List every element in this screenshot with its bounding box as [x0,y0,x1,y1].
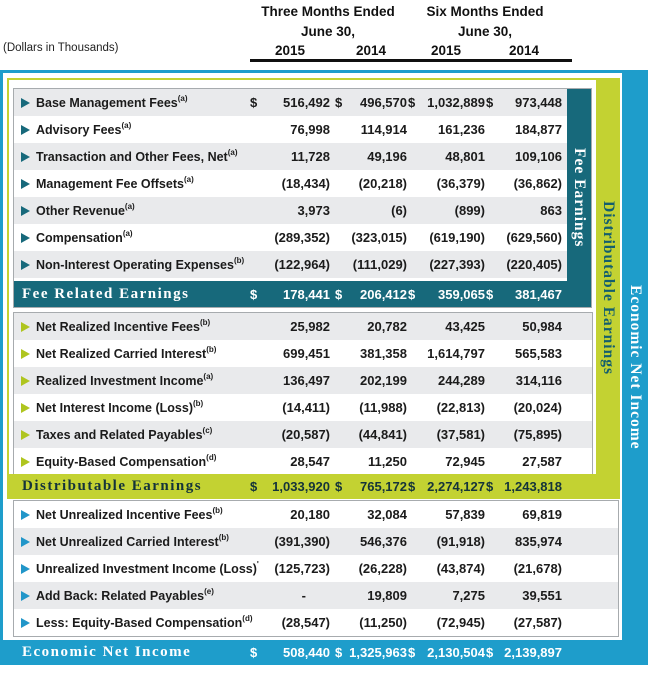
value-cell: (18,434) [281,176,330,191]
triangle-bullet-icon [21,403,30,413]
value-cell: 565,583 [515,346,562,361]
value-cell: 28,547 [290,454,330,469]
value-cell: 20,782 [367,319,407,334]
economic-net-income-box [13,500,619,637]
value-cell: 43,425 [445,319,485,334]
value-cell: 20,180 [290,507,330,522]
row-label: Net Realized Incentive Fees$^{(b)}$ [36,317,211,335]
row-label: Other Revenue$^{(a)}$ [36,201,135,219]
value-cell: (899) [454,203,485,218]
row-label: Taxes and Related Payables$^{(c)}$ [36,425,213,443]
value-cell: (20,024) [513,400,562,415]
value-cell: - [301,588,306,603]
col-group-six-months: Six Months Ended [426,4,544,19]
total-row-label: Economic Net Income [22,644,192,660]
triangle-bullet-icon [21,206,30,216]
triangle-bullet-icon [21,233,30,243]
table-row [14,251,568,278]
value-cell: (36,379) [436,176,485,191]
value-cell: 69,819 [522,507,562,522]
value-cell: (36,862) [513,176,562,191]
value-cell: 27,587 [522,454,562,469]
year-col-4: 2014 [508,43,540,58]
value-cell: (227,393) [429,257,485,272]
row-label: Base Management Fees$^{(a)}$ [36,93,188,111]
economic-net-income-total-row [0,640,648,665]
total-row-label: Fee Related Earnings [22,285,190,302]
date-subheader-1: June 30, [300,24,356,39]
value-cell: 109,106 [515,149,562,164]
value-cell: $ 496,570 [335,95,407,110]
row-label: Unrealized Investment Income (Loss)' [36,559,259,577]
value-cell: 161,236 [438,122,485,137]
value-cell: (26,228) [358,561,407,576]
table-row [14,170,568,197]
value-cell: $ 178,441 [250,286,330,302]
value-cell: 546,376 [360,534,407,549]
row-label: Realized Investment Income$^{(a)}$ [36,371,214,389]
value-cell: 25,982 [290,319,330,334]
value-cell: $ 1,243,818 [486,479,562,494]
value-cell: 835,974 [515,534,562,549]
value-cell: $ 1,325,963 [335,645,407,660]
value-cell: (122,964) [274,257,330,272]
row-label: Non-Interest Operating Expenses$^{(b)}$ [36,255,245,273]
eni-side-bar-label: Economic Net Income [627,285,644,450]
value-cell: (28,547) [281,615,330,630]
value-cell: (11,988) [359,400,407,415]
value-cell: $ 359,065 [408,286,485,302]
value-cell: 136,497 [283,373,330,388]
value-cell: (125,723) [274,561,330,576]
row-label: Management Fee Offsets$^{(a)}$ [36,174,194,192]
value-cell: $ 206,412 [335,286,407,302]
eni-side-bar [622,70,648,665]
value-cell: (43,874) [436,561,485,576]
value-cell: 244,289 [438,373,485,388]
value-cell: $ 1,033,920 [250,479,330,494]
table-row [14,582,618,609]
distributable-earnings-rows [14,313,592,475]
value-cell: 50,984 [522,319,562,334]
value-cell: (20,218) [358,176,407,191]
value-cell: 1,614,797 [427,346,485,361]
table-row [14,340,592,367]
value-cell: 32,084 [367,507,407,522]
de-side-bar-label: Distributable Earnings [600,201,617,376]
value-cell: (11,250) [359,615,407,630]
triangle-bullet-icon [21,349,30,359]
fee-earnings-box [13,88,592,308]
value-cell: 48,801 [445,149,485,164]
row-label: Transaction and Other Fees, Net$^{(a)}$ [36,147,238,165]
fee-side-bar [567,89,591,307]
total-row-label: Distributable Earnings [22,478,203,494]
table-row [14,313,592,340]
header-underline [250,59,572,62]
de-frame-top-border [7,78,596,80]
value-cell: $ 765,172 [335,479,407,494]
value-cell: 863 [540,203,562,218]
value-cell: (111,029) [352,257,407,272]
triangle-bullet-icon [21,564,30,574]
year-col-2: 2014 [355,43,387,58]
fee-related-earnings-total-row [14,281,567,307]
row-label: Compensation$^{(a)}$ [36,228,133,246]
row-label: Add Back: Related Payables$^{(e)}$ [36,586,214,604]
value-cell: 19,809 [367,588,407,603]
year-col-3: 2015 [430,43,462,58]
value-cell: $ 2,130,504 [408,645,485,660]
table-row [14,501,618,528]
triangle-bullet-icon [21,537,30,547]
year-col-1: 2015 [274,43,306,58]
row-label: Net Unrealized Incentive Fees$^{(b)}$ [36,505,223,523]
triangle-bullet-icon [21,260,30,270]
fee-side-bar-label: Fee Earnings [571,148,588,248]
value-cell: (27,587) [513,615,562,630]
value-cell: 202,199 [360,373,407,388]
col-group-three-months: Three Months Ended [261,4,395,19]
triangle-bullet-icon [21,152,30,162]
value-cell: (6) [391,203,407,218]
value-cell: 381,358 [360,346,407,361]
units-note: (Dollars in Thousands) [3,42,119,54]
value-cell: $ 381,467 [486,286,562,302]
value-cell: (14,411) [282,400,330,415]
value-cell: $ 516,492 [250,95,330,110]
eni-frame-top-border [0,70,622,73]
value-cell: 699,451 [283,346,330,361]
value-cell: (22,813) [436,400,485,415]
value-cell: 39,551 [522,588,562,603]
triangle-bullet-icon [21,376,30,386]
value-cell: $ 1,032,889 [408,95,485,110]
fee-earnings-rows [14,89,568,278]
value-cell: (220,405) [506,257,562,272]
table-row [14,89,568,116]
triangle-bullet-icon [21,591,30,601]
value-cell: (44,841) [358,427,407,442]
value-cell: 114,914 [360,122,407,137]
table-row [14,224,568,251]
table-row [14,116,568,143]
date-subheader-2: June 30, [457,24,513,39]
triangle-bullet-icon [21,125,30,135]
table-row [14,421,592,448]
value-cell: (75,895) [513,427,562,442]
value-cell: 57,839 [445,507,485,522]
eni-frame-left-border [0,70,3,665]
value-cell: 3,973 [297,203,330,218]
row-label: Equity-Based Compensation$^{(d)}$ [36,452,217,470]
triangle-bullet-icon [21,618,30,628]
triangle-bullet-icon [21,98,30,108]
value-cell: (91,918) [436,534,485,549]
triangle-bullet-icon [21,510,30,520]
value-cell: (391,390) [274,534,330,549]
value-cell: $ 508,440 [250,645,330,660]
row-label: Advisory Fees$^{(a)}$ [36,120,132,138]
table-row [14,609,618,636]
value-cell: 72,945 [445,454,485,469]
row-label: Net Unrealized Carried Interest$^{(b)}$ [36,532,229,550]
value-cell: 184,877 [515,122,562,137]
value-cell: (21,678) [513,561,562,576]
economic-net-income-rows [14,501,618,636]
value-cell: 314,116 [515,373,562,388]
value-cell: (20,587) [281,427,330,442]
value-cell: 76,998 [290,122,330,137]
table-row [14,394,592,421]
table-row [14,367,592,394]
row-label: Less: Equity-Based Compensation$^{(d)}$ [36,613,253,631]
table-row [14,197,568,224]
table-row [14,143,568,170]
value-cell: (37,581) [436,427,485,442]
table-row [14,528,618,555]
row-label: Net Realized Carried Interest$^{(b)}$ [36,344,217,362]
triangle-bullet-icon [21,457,30,467]
value-cell: $ 2,274,127 [408,479,485,494]
value-cell: (323,015) [351,230,407,245]
distributable-earnings-box [13,312,593,476]
value-cell: $ 973,448 [486,95,562,110]
de-frame-left-border [7,78,9,499]
value-cell: (72,945) [436,615,485,630]
table-row [14,555,618,582]
value-cell: 7,275 [452,588,485,603]
table-row [14,448,592,475]
row-label: Net Interest Income (Loss)$^{(b)}$ [36,398,204,416]
triangle-bullet-icon [21,322,30,332]
value-cell: $ 2,139,897 [486,645,562,660]
de-side-bar [596,78,620,499]
value-cell: 11,728 [290,149,330,164]
distributable-earnings-total-row [7,474,620,499]
value-cell: 11,250 [367,454,407,469]
triangle-bullet-icon [21,430,30,440]
value-cell: (289,352) [274,230,330,245]
value-cell: (629,560) [506,230,562,245]
value-cell: 49,196 [367,149,407,164]
value-cell: (619,190) [429,230,485,245]
triangle-bullet-icon [21,179,30,189]
